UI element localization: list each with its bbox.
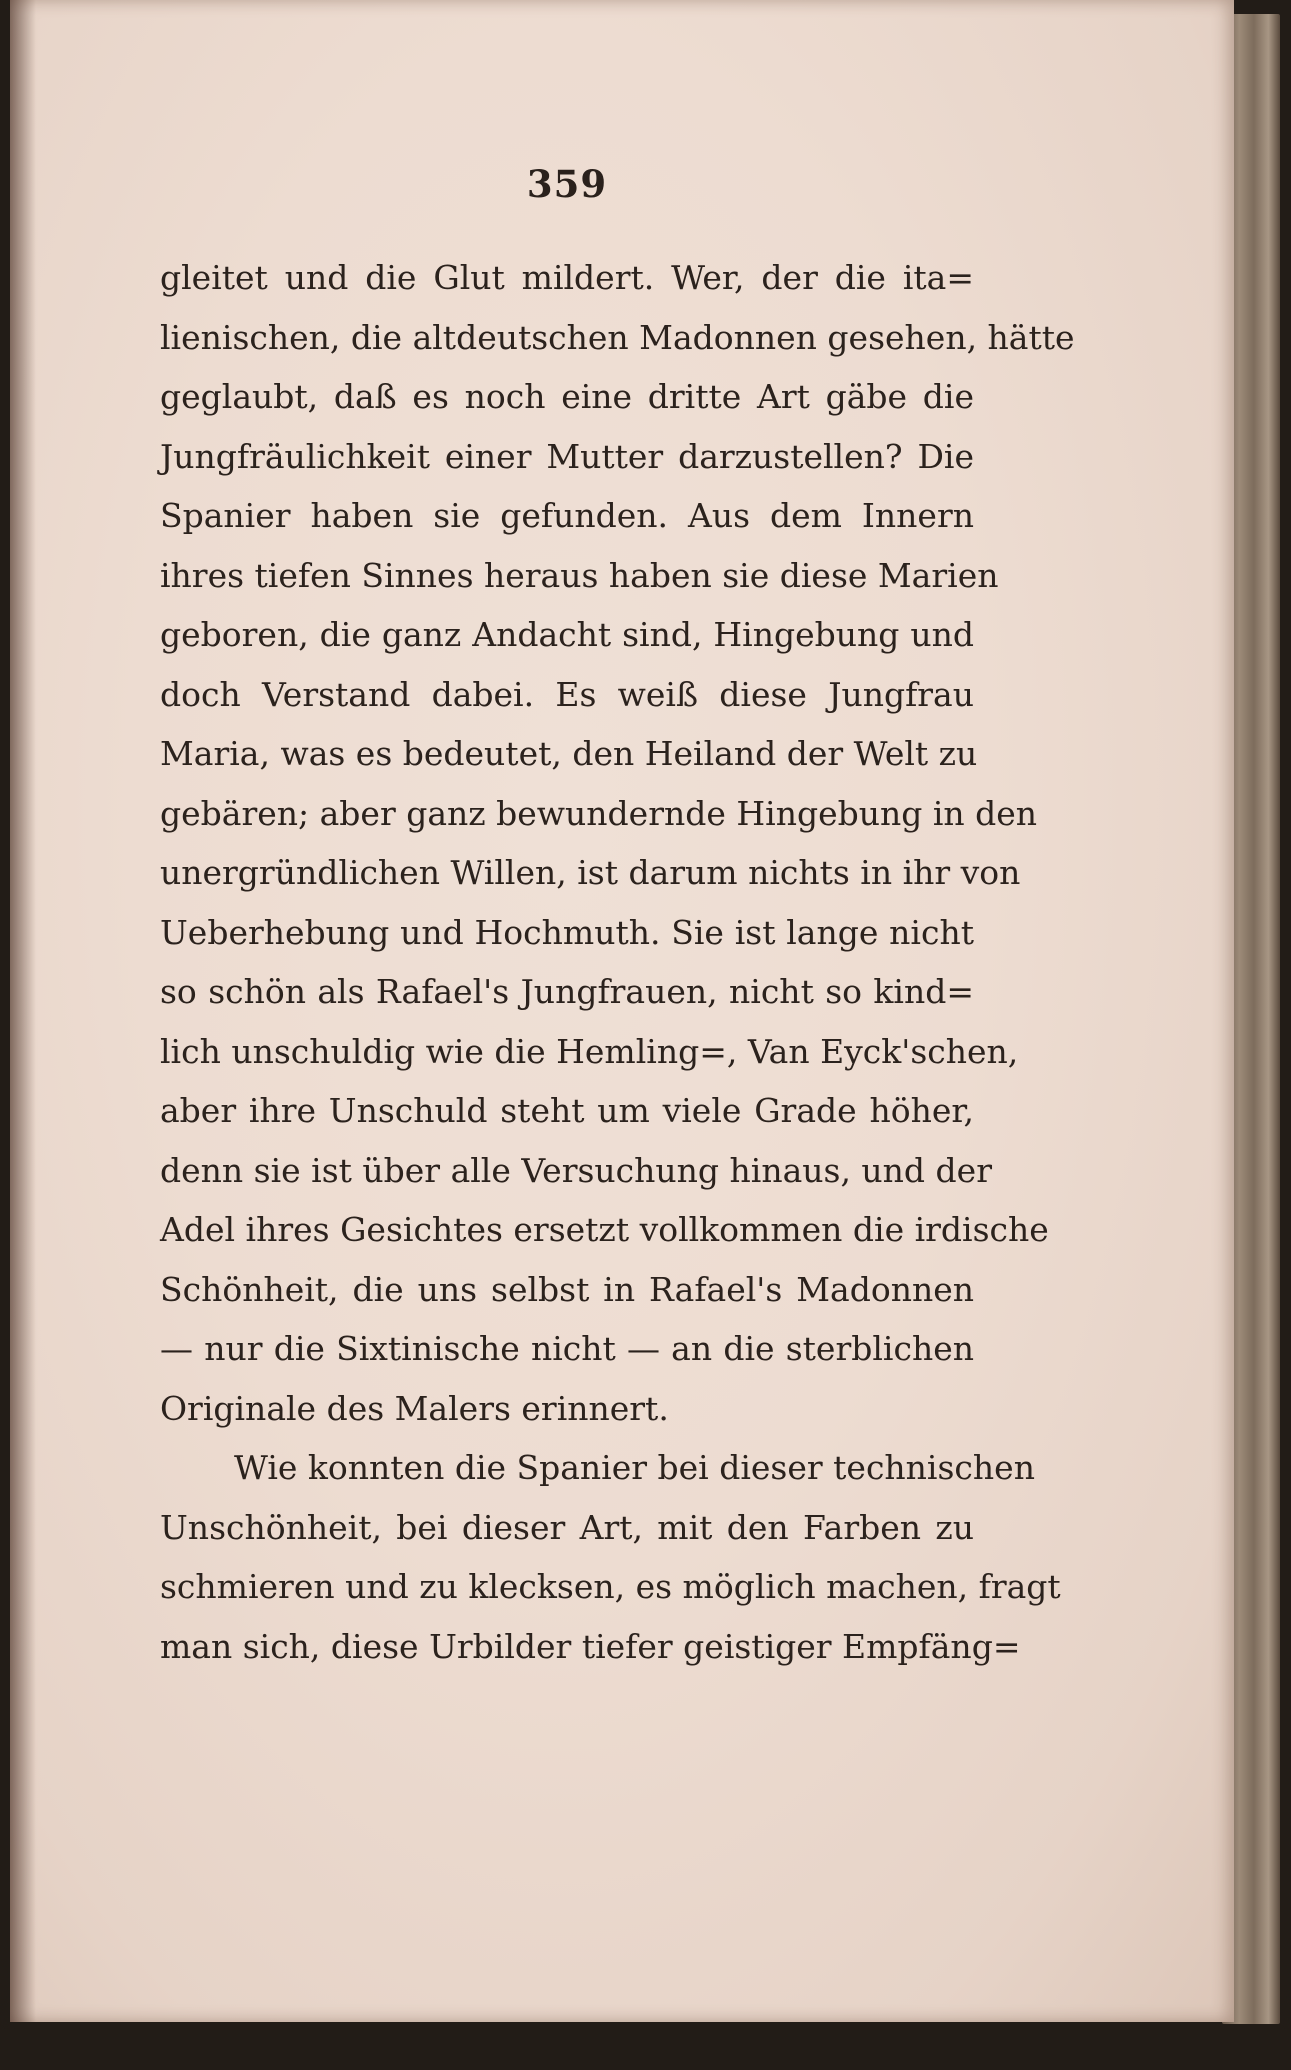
text-line: Adel ihres Gesichtes ersetzt vollkommen die irdische — [160, 1210, 1049, 1249]
text-line: aber ihre Unschuld steht um viele Grade höher, — [160, 1091, 974, 1130]
gutter-shadow — [10, 0, 36, 2022]
text-line: doch Verstand dabei. Es weiß diese Jungfrau — [160, 674, 974, 714]
text-line: gleitet und die Glut mildert. Wer, der die ita= — [160, 258, 974, 297]
text-line: gebären; aber ganz bewundernde Hingebung in den — [160, 793, 1038, 833]
text-line: man sich, diese Urbilder tiefer geistiger Empfäng= — [160, 1626, 1021, 1666]
page-number: 359 — [526, 162, 608, 206]
text-line: Spanier haben sie gefunden. Aus dem Innern — [160, 496, 974, 535]
text-line: geboren, die ganz Andacht sind, Hingebung und — [160, 615, 974, 654]
text-line: ihres tiefen Sinnes heraus haben sie diese Marien — [160, 555, 999, 595]
text-line: Jungfräulichkeit einer Mutter darzustellen? Die — [160, 436, 974, 476]
paragraph-2 — [160, 1438, 1061, 1676]
body-text — [160, 248, 1075, 1676]
text-line: geglaubt, daß es noch eine dritte Art gäbe die — [160, 377, 974, 416]
text-line: schmieren und zu klecksen, es möglich machen, fragt — [160, 1567, 1061, 1606]
book-page — [10, 0, 1234, 2022]
text-line: Ueberhebung und Hochmuth. Sie ist lange nicht — [160, 912, 974, 952]
text-line: lienischen, die altdeutschen Madonnen gesehen, hätte — [160, 317, 1075, 357]
text-line: so schön als Rafael's Jungfrauen, nicht so kind= — [160, 972, 974, 1011]
text-line: Schönheit, die uns selbst in Rafael's Madonnen — [160, 1269, 974, 1309]
paragraph-1 — [160, 248, 1075, 1438]
text-line: Maria, was es bedeutet, den Heiland der Welt zu — [160, 734, 978, 773]
text-line: — nur die Sixtinische nicht — an die sterblichen — [160, 1329, 974, 1368]
text-line: denn sie ist über alle Versuchung hinaus, und der — [160, 1150, 992, 1190]
text-line: unergründlichen Willen, ist darum nichts in ihr von — [160, 853, 1021, 892]
text-line: Originale des Malers erinnert. — [160, 1388, 669, 1428]
text-line: Unschönheit, bei dieser Art, mit den Farben zu — [160, 1507, 974, 1547]
text-line: lich unschuldig wie die Hemling=, Van Eyck'schen, — [160, 1031, 1019, 1071]
text-line: Wie konnten die Spanier bei dieser technischen — [234, 1448, 1035, 1487]
